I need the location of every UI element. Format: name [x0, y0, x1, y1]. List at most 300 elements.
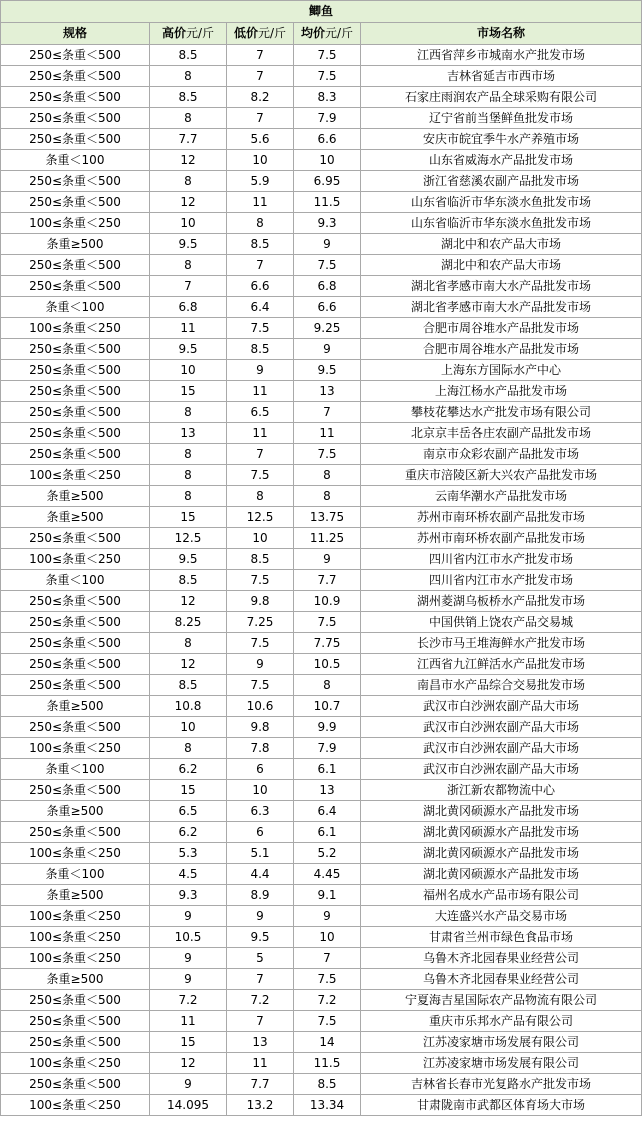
- cell-avg-price: 7.5: [294, 255, 361, 276]
- cell-avg-price: 7.9: [294, 738, 361, 759]
- table-row: [1, 87, 642, 108]
- table-row: [1, 171, 642, 192]
- cell-spec: 250≤条重＜500: [1, 381, 150, 402]
- cell-low-price: 13: [227, 1032, 294, 1053]
- cell-market-name: 湖北中和农产品大市场: [361, 234, 642, 255]
- cell-market-name: 苏州市南环桥农副产品批发市场: [361, 528, 642, 549]
- cell-avg-price: 14: [294, 1032, 361, 1053]
- cell-avg-price: 11: [294, 423, 361, 444]
- cell-spec: 100≤条重＜250: [1, 738, 150, 759]
- cell-high-price: 10.8: [150, 696, 227, 717]
- cell-avg-price: 9.9: [294, 717, 361, 738]
- cell-spec: 100≤条重＜250: [1, 927, 150, 948]
- cell-avg-price: 10.7: [294, 696, 361, 717]
- cell-low-price: 9: [227, 654, 294, 675]
- table-row: [1, 717, 642, 738]
- cell-low-price: 13.2: [227, 1095, 294, 1116]
- table-row: [1, 570, 642, 591]
- table-row: [1, 339, 642, 360]
- cell-market-name: 重庆市乐邦水产品有限公司: [361, 1011, 642, 1032]
- cell-low-price: 10: [227, 780, 294, 801]
- table-row: [1, 738, 642, 759]
- cell-avg-price: 9.3: [294, 213, 361, 234]
- cell-spec: 250≤条重＜500: [1, 360, 150, 381]
- cell-avg-price: 10.5: [294, 654, 361, 675]
- cell-market-name: 宁夏海吉星国际农产品物流有限公司: [361, 990, 642, 1011]
- cell-spec: 100≤条重＜250: [1, 1053, 150, 1074]
- cell-market-name: 合肥市周谷堆水产品批发市场: [361, 318, 642, 339]
- cell-high-price: 6.2: [150, 822, 227, 843]
- cell-avg-price: 7.2: [294, 990, 361, 1011]
- cell-high-price: 7.2: [150, 990, 227, 1011]
- header-low-price: 低价元/斤: [227, 23, 294, 45]
- cell-low-price: 7.5: [227, 675, 294, 696]
- cell-high-price: 9.3: [150, 885, 227, 906]
- cell-avg-price: 13: [294, 780, 361, 801]
- cell-spec: 250≤条重＜500: [1, 822, 150, 843]
- cell-spec: 100≤条重＜250: [1, 549, 150, 570]
- cell-spec: 250≤条重＜500: [1, 276, 150, 297]
- cell-low-price: 6: [227, 759, 294, 780]
- cell-avg-price: 7.75: [294, 633, 361, 654]
- cell-low-price: 7.5: [227, 570, 294, 591]
- cell-low-price: 11: [227, 1053, 294, 1074]
- table-row: [1, 423, 642, 444]
- table-row: [1, 1011, 642, 1032]
- cell-low-price: 8.5: [227, 234, 294, 255]
- cell-spec: 250≤条重＜500: [1, 402, 150, 423]
- cell-low-price: 8: [227, 213, 294, 234]
- cell-low-price: 7: [227, 255, 294, 276]
- cell-spec: 条重＜100: [1, 297, 150, 318]
- cell-low-price: 5.9: [227, 171, 294, 192]
- cell-avg-price: 6.4: [294, 801, 361, 822]
- cell-low-price: 9.5: [227, 927, 294, 948]
- cell-high-price: 7.7: [150, 129, 227, 150]
- cell-avg-price: 8: [294, 675, 361, 696]
- cell-low-price: 8.9: [227, 885, 294, 906]
- cell-avg-price: 8.5: [294, 1074, 361, 1095]
- cell-spec: 条重≥500: [1, 801, 150, 822]
- cell-low-price: 12.5: [227, 507, 294, 528]
- cell-high-price: 8.5: [150, 87, 227, 108]
- cell-spec: 250≤条重＜500: [1, 654, 150, 675]
- cell-high-price: 9: [150, 969, 227, 990]
- cell-avg-price: 4.45: [294, 864, 361, 885]
- table-row: [1, 129, 642, 150]
- table-row: [1, 906, 642, 927]
- cell-spec: 条重≥500: [1, 507, 150, 528]
- cell-avg-price: 9: [294, 549, 361, 570]
- cell-spec: 250≤条重＜500: [1, 780, 150, 801]
- cell-avg-price: 6.8: [294, 276, 361, 297]
- cell-low-price: 5.6: [227, 129, 294, 150]
- cell-high-price: 7: [150, 276, 227, 297]
- cell-spec: 250≤条重＜500: [1, 66, 150, 87]
- table-row: [1, 948, 642, 969]
- cell-spec: 100≤条重＜250: [1, 948, 150, 969]
- cell-spec: 100≤条重＜250: [1, 213, 150, 234]
- cell-high-price: 5.3: [150, 843, 227, 864]
- table-row: [1, 444, 642, 465]
- cell-market-name: 山东省临沂市华东淡水鱼批发市场: [361, 192, 642, 213]
- table-row: [1, 927, 642, 948]
- cell-spec: 条重＜100: [1, 150, 150, 171]
- cell-market-name: 浙江省慈溪农副产品批发市场: [361, 171, 642, 192]
- cell-market-name: 湖州菱湖乌板桥水产品批发市场: [361, 591, 642, 612]
- cell-market-name: 甘肃陇南市武都区体育场大市场: [361, 1095, 642, 1116]
- cell-market-name: 湖北省孝感市南大水产品批发市场: [361, 297, 642, 318]
- cell-market-name: 中国供销上饶农产品交易城: [361, 612, 642, 633]
- cell-spec: 250≤条重＜500: [1, 192, 150, 213]
- cell-avg-price: 10: [294, 150, 361, 171]
- cell-low-price: 11: [227, 381, 294, 402]
- cell-low-price: 5: [227, 948, 294, 969]
- table-row: [1, 297, 642, 318]
- cell-market-name: 湖北省孝感市南大水产品批发市场: [361, 276, 642, 297]
- table-row: [1, 528, 642, 549]
- table-row: [1, 108, 642, 129]
- cell-low-price: 7.5: [227, 633, 294, 654]
- cell-high-price: 8: [150, 465, 227, 486]
- cell-high-price: 8: [150, 66, 227, 87]
- cell-low-price: 6.4: [227, 297, 294, 318]
- cell-spec: 250≤条重＜500: [1, 675, 150, 696]
- cell-low-price: 7.25: [227, 612, 294, 633]
- cell-spec: 250≤条重＜500: [1, 1032, 150, 1053]
- cell-low-price: 10: [227, 528, 294, 549]
- cell-low-price: 8.5: [227, 339, 294, 360]
- cell-avg-price: 7: [294, 402, 361, 423]
- cell-high-price: 10: [150, 360, 227, 381]
- cell-high-price: 8: [150, 402, 227, 423]
- table-row: [1, 549, 642, 570]
- table-row: [1, 591, 642, 612]
- cell-avg-price: 8.3: [294, 87, 361, 108]
- table-title: 鲫鱼: [1, 1, 642, 23]
- cell-low-price: 8.2: [227, 87, 294, 108]
- cell-spec: 条重＜100: [1, 570, 150, 591]
- table-row: [1, 276, 642, 297]
- table-row: [1, 45, 642, 66]
- table-row: [1, 150, 642, 171]
- cell-high-price: 14.095: [150, 1095, 227, 1116]
- cell-avg-price: 10: [294, 927, 361, 948]
- cell-low-price: 10.6: [227, 696, 294, 717]
- table-row: [1, 780, 642, 801]
- cell-high-price: 12: [150, 654, 227, 675]
- cell-market-name: 武汉市白沙洲农副产品大市场: [361, 759, 642, 780]
- cell-low-price: 9: [227, 360, 294, 381]
- cell-spec: 250≤条重＜500: [1, 633, 150, 654]
- header-spec: 规格: [1, 23, 150, 45]
- cell-high-price: 9.5: [150, 549, 227, 570]
- cell-spec: 250≤条重＜500: [1, 612, 150, 633]
- cell-market-name: 上海江杨水产品批发市场: [361, 381, 642, 402]
- table-row: [1, 1032, 642, 1053]
- cell-low-price: 7: [227, 45, 294, 66]
- cell-spec: 100≤条重＜250: [1, 1095, 150, 1116]
- cell-market-name: 南京市众彩农副产品批发市场: [361, 444, 642, 465]
- cell-avg-price: 6.95: [294, 171, 361, 192]
- cell-high-price: 8.25: [150, 612, 227, 633]
- cell-market-name: 甘肃省兰州市绿色食品市场: [361, 927, 642, 948]
- cell-avg-price: 7.7: [294, 570, 361, 591]
- cell-spec: 250≤条重＜500: [1, 45, 150, 66]
- cell-market-name: 乌鲁木齐北园春果业经营公司: [361, 969, 642, 990]
- cell-market-name: 湖北黄冈硕源水产品批发市场: [361, 801, 642, 822]
- table-row: [1, 675, 642, 696]
- table-row: [1, 318, 642, 339]
- table-row: [1, 1053, 642, 1074]
- table-row: [1, 486, 642, 507]
- cell-spec: 250≤条重＜500: [1, 255, 150, 276]
- table-row: [1, 969, 642, 990]
- cell-avg-price: 8: [294, 486, 361, 507]
- cell-market-name: 乌鲁木齐北园春果业经营公司: [361, 948, 642, 969]
- cell-high-price: 13: [150, 423, 227, 444]
- cell-market-name: 攀枝花攀达水产批发市场有限公司: [361, 402, 642, 423]
- cell-high-price: 12: [150, 1053, 227, 1074]
- cell-avg-price: 10.9: [294, 591, 361, 612]
- cell-high-price: 9.5: [150, 234, 227, 255]
- table-row: [1, 360, 642, 381]
- cell-spec: 250≤条重＜500: [1, 1011, 150, 1032]
- cell-market-name: 长沙市马王堆海鲜水产批发市场: [361, 633, 642, 654]
- cell-low-price: 9.8: [227, 591, 294, 612]
- table-row: [1, 255, 642, 276]
- cell-market-name: 江苏凌家塘市场发展有限公司: [361, 1032, 642, 1053]
- cell-high-price: 8: [150, 255, 227, 276]
- table-row: [1, 381, 642, 402]
- cell-high-price: 8: [150, 486, 227, 507]
- cell-avg-price: 9: [294, 906, 361, 927]
- cell-high-price: 8: [150, 444, 227, 465]
- table-row: [1, 822, 642, 843]
- cell-avg-price: 13.75: [294, 507, 361, 528]
- cell-market-name: 浙江新农都物流中心: [361, 780, 642, 801]
- cell-market-name: 云南华潮水产品批发市场: [361, 486, 642, 507]
- cell-high-price: 8: [150, 633, 227, 654]
- table-row: [1, 213, 642, 234]
- cell-market-name: 江苏凌家塘市场发展有限公司: [361, 1053, 642, 1074]
- cell-spec: 100≤条重＜250: [1, 906, 150, 927]
- cell-avg-price: 13.34: [294, 1095, 361, 1116]
- cell-high-price: 11: [150, 318, 227, 339]
- cell-avg-price: 5.2: [294, 843, 361, 864]
- cell-avg-price: 7.9: [294, 108, 361, 129]
- cell-market-name: 福州名成水产品市场有限公司: [361, 885, 642, 906]
- table-title-row: [1, 1, 642, 23]
- cell-high-price: 4.5: [150, 864, 227, 885]
- cell-high-price: 15: [150, 780, 227, 801]
- cell-market-name: 江西省萍乡市城南水产批发市场: [361, 45, 642, 66]
- cell-market-name: 湖北黄冈硕源水产品批发市场: [361, 864, 642, 885]
- cell-spec: 250≤条重＜500: [1, 444, 150, 465]
- cell-avg-price: 11.5: [294, 192, 361, 213]
- header-high-price: 高价元/斤: [150, 23, 227, 45]
- cell-spec: 条重≥500: [1, 969, 150, 990]
- table-row: [1, 633, 642, 654]
- table-row: [1, 801, 642, 822]
- cell-low-price: 7.8: [227, 738, 294, 759]
- cell-low-price: 6.3: [227, 801, 294, 822]
- table-row: [1, 465, 642, 486]
- cell-high-price: 8.5: [150, 45, 227, 66]
- table-header-row: [1, 23, 642, 45]
- cell-spec: 条重≥500: [1, 696, 150, 717]
- cell-market-name: 苏州市南环桥农副产品批发市场: [361, 507, 642, 528]
- cell-spec: 250≤条重＜500: [1, 423, 150, 444]
- cell-low-price: 7: [227, 108, 294, 129]
- cell-high-price: 10: [150, 213, 227, 234]
- cell-low-price: 7.5: [227, 318, 294, 339]
- table-row: [1, 507, 642, 528]
- cell-market-name: 湖北黄冈硕源水产品批发市场: [361, 822, 642, 843]
- cell-market-name: 湖北黄冈硕源水产品批发市场: [361, 843, 642, 864]
- cell-market-name: 吉林省延吉市西市场: [361, 66, 642, 87]
- cell-low-price: 7.5: [227, 465, 294, 486]
- cell-avg-price: 7.5: [294, 969, 361, 990]
- cell-market-name: 武汉市白沙洲农副产品大市场: [361, 738, 642, 759]
- cell-high-price: 6.8: [150, 297, 227, 318]
- cell-spec: 100≤条重＜250: [1, 318, 150, 339]
- cell-high-price: 8: [150, 171, 227, 192]
- cell-avg-price: 6.1: [294, 822, 361, 843]
- cell-spec: 250≤条重＜500: [1, 990, 150, 1011]
- cell-spec: 250≤条重＜500: [1, 108, 150, 129]
- cell-avg-price: 11.25: [294, 528, 361, 549]
- cell-low-price: 6: [227, 822, 294, 843]
- cell-avg-price: 9.25: [294, 318, 361, 339]
- cell-high-price: 8: [150, 108, 227, 129]
- cell-market-name: 山东省临沂市华东淡水鱼批发市场: [361, 213, 642, 234]
- cell-low-price: 6.6: [227, 276, 294, 297]
- cell-market-name: 武汉市白沙洲农副产品大市场: [361, 696, 642, 717]
- cell-high-price: 6.5: [150, 801, 227, 822]
- table-row: [1, 66, 642, 87]
- cell-avg-price: 7.5: [294, 1011, 361, 1032]
- cell-market-name: 四川省内江市水产批发市场: [361, 570, 642, 591]
- cell-spec: 250≤条重＜500: [1, 171, 150, 192]
- table-row: [1, 612, 642, 633]
- cell-avg-price: 9.5: [294, 360, 361, 381]
- cell-high-price: 8.5: [150, 570, 227, 591]
- cell-avg-price: 11.5: [294, 1053, 361, 1074]
- cell-spec: 250≤条重＜500: [1, 717, 150, 738]
- cell-market-name: 北京京丰岳各庄农副产品批发市场: [361, 423, 642, 444]
- table-row: [1, 402, 642, 423]
- cell-low-price: 9: [227, 906, 294, 927]
- cell-high-price: 12.5: [150, 528, 227, 549]
- cell-spec: 100≤条重＜250: [1, 843, 150, 864]
- cell-spec: 条重＜100: [1, 864, 150, 885]
- cell-low-price: 10: [227, 150, 294, 171]
- cell-high-price: 8.5: [150, 675, 227, 696]
- table-row: [1, 234, 642, 255]
- cell-avg-price: 9: [294, 339, 361, 360]
- cell-low-price: 7.7: [227, 1074, 294, 1095]
- cell-low-price: 7: [227, 1011, 294, 1032]
- cell-spec: 250≤条重＜500: [1, 339, 150, 360]
- cell-high-price: 12: [150, 150, 227, 171]
- cell-low-price: 11: [227, 192, 294, 213]
- cell-avg-price: 6.1: [294, 759, 361, 780]
- cell-high-price: 9: [150, 948, 227, 969]
- cell-avg-price: 7.5: [294, 612, 361, 633]
- cell-avg-price: 6.6: [294, 297, 361, 318]
- cell-spec: 250≤条重＜500: [1, 591, 150, 612]
- cell-market-name: 安庆市皖宜季牛水产养殖市场: [361, 129, 642, 150]
- cell-market-name: 湖北中和农产品大市场: [361, 255, 642, 276]
- cell-market-name: 辽宁省前当堡鲜鱼批发市场: [361, 108, 642, 129]
- table-body: [1, 45, 642, 1116]
- cell-high-price: 8: [150, 738, 227, 759]
- cell-low-price: 9.8: [227, 717, 294, 738]
- cell-low-price: 6.5: [227, 402, 294, 423]
- cell-market-name: 南昌市水产品综合交易批发市场: [361, 675, 642, 696]
- cell-low-price: 5.1: [227, 843, 294, 864]
- cell-high-price: 10.5: [150, 927, 227, 948]
- cell-avg-price: 9.1: [294, 885, 361, 906]
- cell-avg-price: 13: [294, 381, 361, 402]
- cell-low-price: 7: [227, 444, 294, 465]
- cell-low-price: 11: [227, 423, 294, 444]
- cell-low-price: 7: [227, 969, 294, 990]
- cell-avg-price: 6.6: [294, 129, 361, 150]
- cell-low-price: 8: [227, 486, 294, 507]
- cell-spec: 250≤条重＜500: [1, 87, 150, 108]
- header-market-name: 市场名称: [361, 23, 642, 45]
- cell-low-price: 8.5: [227, 549, 294, 570]
- cell-avg-price: 9: [294, 234, 361, 255]
- table-row: [1, 192, 642, 213]
- table-row: [1, 885, 642, 906]
- cell-high-price: 6.2: [150, 759, 227, 780]
- cell-high-price: 12: [150, 192, 227, 213]
- header-avg-price: 均价元/斤: [294, 23, 361, 45]
- cell-avg-price: 7.5: [294, 66, 361, 87]
- cell-high-price: 15: [150, 507, 227, 528]
- table-row: [1, 990, 642, 1011]
- cell-market-name: 四川省内江市水产批发市场: [361, 549, 642, 570]
- cell-avg-price: 7.5: [294, 444, 361, 465]
- cell-market-name: 武汉市白沙洲农副产品大市场: [361, 717, 642, 738]
- cell-market-name: 上海东方国际水产中心: [361, 360, 642, 381]
- table-row: [1, 696, 642, 717]
- table-row: [1, 864, 642, 885]
- cell-high-price: 12: [150, 591, 227, 612]
- cell-market-name: 吉林省长春市光复路水产批发市场: [361, 1074, 642, 1095]
- cell-high-price: 9: [150, 906, 227, 927]
- cell-market-name: 江西省九江鲜活水产品批发市场: [361, 654, 642, 675]
- cell-avg-price: 7: [294, 948, 361, 969]
- cell-spec: 250≤条重＜500: [1, 528, 150, 549]
- cell-spec: 250≤条重＜500: [1, 129, 150, 150]
- cell-spec: 条重≥500: [1, 486, 150, 507]
- cell-high-price: 11: [150, 1011, 227, 1032]
- cell-high-price: 9: [150, 1074, 227, 1095]
- cell-spec: 条重≥500: [1, 234, 150, 255]
- cell-low-price: 7: [227, 66, 294, 87]
- cell-spec: 250≤条重＜500: [1, 1074, 150, 1095]
- cell-low-price: 4.4: [227, 864, 294, 885]
- cell-low-price: 7.2: [227, 990, 294, 1011]
- cell-high-price: 10: [150, 717, 227, 738]
- cell-market-name: 山东省威海水产品批发市场: [361, 150, 642, 171]
- cell-market-name: 重庆市涪陵区新大兴农产品批发市场: [361, 465, 642, 486]
- cell-spec: 条重≥500: [1, 885, 150, 906]
